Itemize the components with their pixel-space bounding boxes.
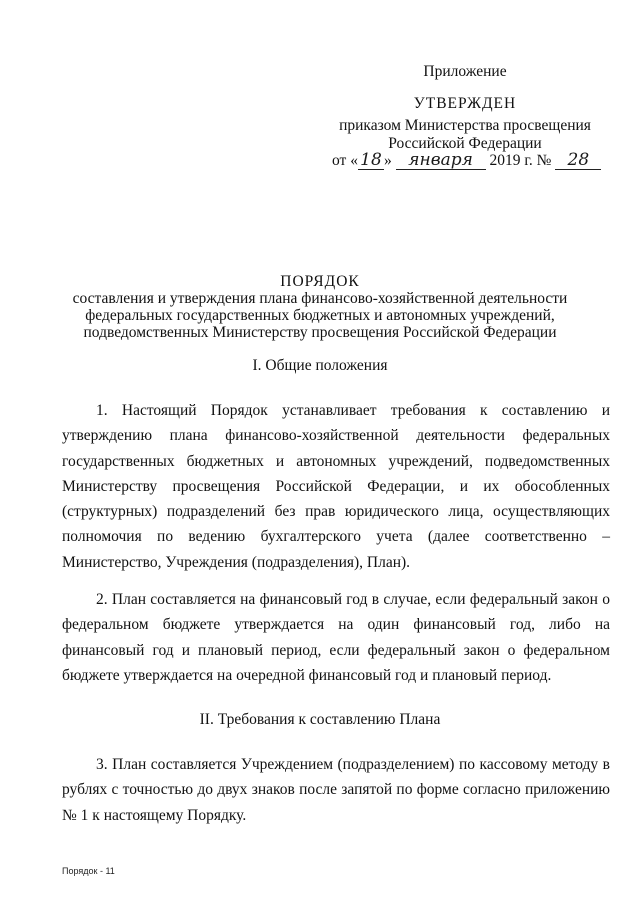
date-day-handwritten: 18	[358, 151, 384, 170]
paragraph-1: 1. Настоящий Порядок устанавливает требования к составлению и утверждению плана финансово-хозяйственной деятельности федеральных государственных бюджетных и автономных учреждений, подведомственных Министерству просвещения Российской Федерации, и их обособленных (структурных) подразделений без прав юридического лица, осуществляющих полномочия по ведению бухгалтерского учета (далее соответственно – Министерство, Учреждения (подразделения), План).	[62, 402, 610, 571]
approved-label: УТВЕРЖДЕН	[413, 95, 517, 112]
date-mid: »	[383, 152, 392, 169]
page-footer: Порядок - 11	[62, 866, 115, 876]
date-prefix: от «	[332, 152, 358, 169]
section-heading-requirements: II. Требования к составлению Плана	[199, 711, 441, 728]
appendix-label: Приложение	[423, 63, 507, 80]
document-title: ПОРЯДОК	[280, 273, 360, 290]
date-month-handwritten: января	[396, 151, 486, 170]
document-subtitle-line-2: федеральных государственных бюджетных и автономных учреждений,	[85, 307, 555, 324]
order-line-2: Российской Федерации	[388, 135, 542, 152]
paragraph-2: 2. План составляется на финансовый год в случае, если федеральный закон о федеральном бюджете утверждается на один финансовый год, либо на финансовый год и плановый период, если федеральный закон о федеральном бюджете утверждается на очередной финансовый год и плановый период.	[62, 591, 610, 684]
document-subtitle-line-3: подведомственных Министерству просвещения Российской Федерации	[83, 324, 557, 341]
order-number-handwritten: 28	[555, 151, 601, 170]
paragraph-3: 3. План составляется Учреждением (подразделением) по кассовому методу в рублях с точностью до двух знаков после запятой по форме согласно приложению № 1 к настоящему Порядку.	[62, 756, 610, 824]
document-subtitle-line-1: составления и утверждения плана финансово-хозяйственной деятельности	[72, 290, 568, 307]
order-date-line	[332, 150, 602, 172]
date-year: 2019 г. №	[489, 152, 552, 169]
section-heading-general: I. Общие положения	[252, 357, 388, 374]
order-line-1: приказом Министерства просвещения	[339, 117, 591, 134]
